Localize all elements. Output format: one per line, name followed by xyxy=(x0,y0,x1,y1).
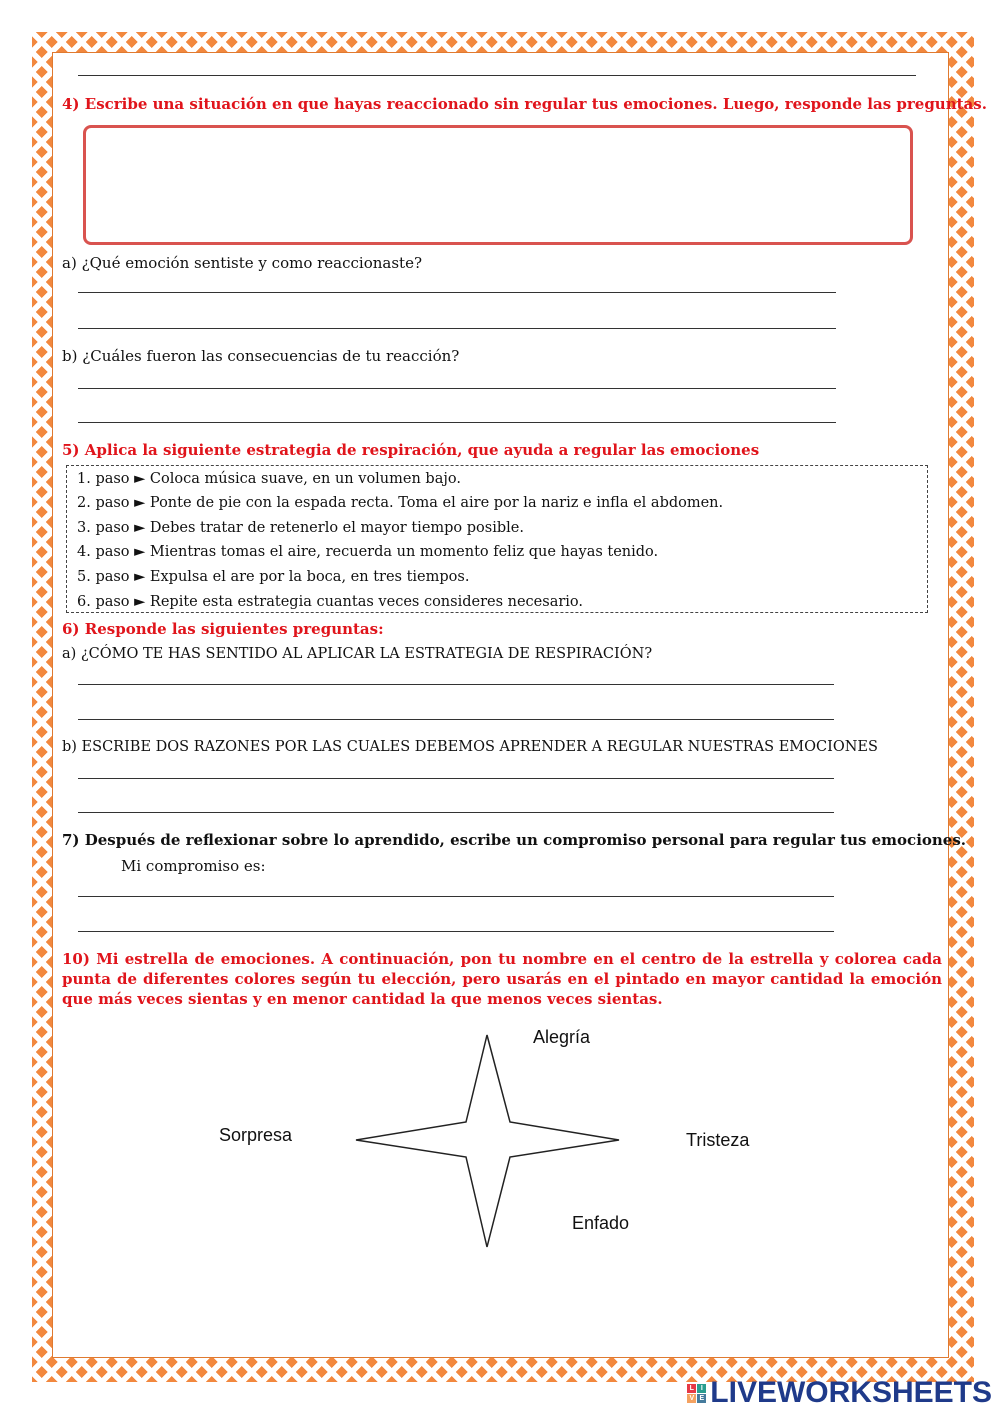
liveworksheets-logo xyxy=(687,1376,992,1410)
q7-title: 7) Después de reflexionar sobre lo aprendido, escribe un compromiso personal para regular tus emociones. xyxy=(62,831,967,849)
answer-line[interactable] xyxy=(78,292,836,293)
step-item: 5. paso ► Expulsa el are por la boca, en tres tiempos. xyxy=(77,569,470,585)
step-item: 1. paso ► Coloca música suave, en un volumen bajo. xyxy=(77,471,461,487)
step-item: 3. paso ► Debes tratar de retenerlo el mayor tiempo posible. xyxy=(77,520,524,536)
q4-answer-box[interactable] xyxy=(83,125,913,245)
answer-line[interactable] xyxy=(78,812,834,813)
liveworksheets-brand: LIVEWORKSHEETS xyxy=(710,1376,992,1409)
q5-title: 5) Aplica la siguiente estrategia de respiración, que ayuda a regular las emociones xyxy=(62,441,760,459)
answer-line[interactable] xyxy=(78,719,834,720)
answer-line[interactable] xyxy=(78,778,834,779)
emotion-label-top: Alegría xyxy=(533,1027,591,1047)
q4-question-a: a) ¿Qué emoción sentiste y como reaccionaste? xyxy=(62,254,422,272)
emotion-label-right: Tristeza xyxy=(686,1130,750,1150)
answer-line[interactable] xyxy=(78,684,834,685)
answer-line[interactable] xyxy=(78,388,836,389)
answer-line[interactable] xyxy=(78,896,834,897)
step-item: 4. paso ► Mientras tomas el aire, recuerda un momento feliz que hayas tenido. xyxy=(77,544,659,560)
liveworksheets-logo-icon: L I V E xyxy=(687,1384,706,1403)
q7-commitment-label: Mi compromiso es: xyxy=(121,857,266,875)
answer-line[interactable] xyxy=(78,75,916,76)
answer-line[interactable] xyxy=(78,931,834,932)
step-item: 2. paso ► Ponte de pie con la espada recta. Toma el aire por la nariz e infla el abdomen. xyxy=(77,495,724,511)
answer-line[interactable] xyxy=(78,422,836,423)
q6-question-a: a) ¿CÓMO TE HAS SENTIDO AL APLICAR LA ESTRATEGIA DE RESPIRACIÓN? xyxy=(62,646,653,662)
breathing-steps-box xyxy=(66,465,928,613)
q4-title: 4) Escribe una situación en que hayas reaccionado sin regular tus emociones. Luego, responde las preguntas. xyxy=(62,95,987,113)
answer-line[interactable] xyxy=(78,328,836,329)
q4-question-b: b) ¿Cuáles fueron las consecuencias de tu reacción? xyxy=(62,347,460,365)
emotion-label-bottom: Enfado xyxy=(572,1213,630,1233)
q6-question-b: b) ESCRIBE DOS RAZONES POR LAS CUALES DEBEMOS APRENDER A REGULAR NUESTRAS EMOCIONES xyxy=(62,739,878,755)
q6-title: 6) Responde las siguientes preguntas: xyxy=(62,620,384,638)
q10-title: 10) Mi estrella de emociones. A continuación, pon tu nombre en el centro de la estrella y colorea cada punta de diferentes colores según tu elección, pero usarás en el pintado en mayor cantidad la emoción que más veces sientas y en menor cantidad la que menos veces sientas. xyxy=(62,950,942,1008)
emotion-label-left: Sorpresa xyxy=(219,1125,293,1145)
step-item: 6. paso ► Repite esta estrategia cuantas veces consideres necesario. xyxy=(77,594,583,610)
